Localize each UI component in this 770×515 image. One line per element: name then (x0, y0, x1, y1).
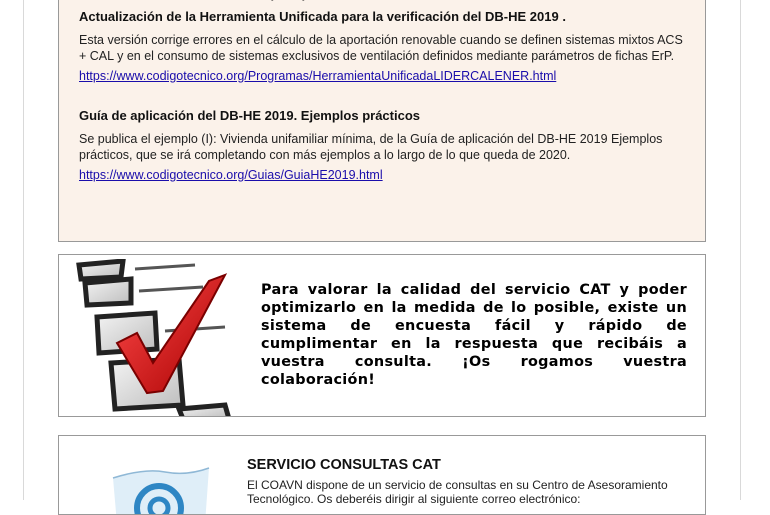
news-item (79, 9, 691, 85)
news-item-link[interactable]: https://www.codigotecnico.org/Programas/HerramientaUnificadaLIDERCALENER.html (79, 69, 557, 83)
email-at-icon (105, 464, 215, 515)
cat-panel (58, 435, 706, 515)
checklist-icon (75, 259, 245, 417)
news-item (79, 108, 691, 184)
news-item-link[interactable]: https://www.codigotecnico.org/Guias/GuiaHE2019.html (79, 168, 383, 182)
news-item-title: Actualización de la Herramienta Unificada para la verificación del DB-HE 2019 . (79, 9, 566, 24)
news-panel (58, 0, 706, 242)
survey-text: Para valorar la calidad del servicio CAT y poder optimizarlo en la medida de lo posible, existe un sistema de encuesta fácil y rápido de cumplimentar en la respuesta que recibáis a vuestra consulta. ¡Os rogamos vuestra colaboración! (261, 282, 687, 388)
news-item-text: Esta versión corrige errores en el cálculo de la aportación renovable cuando se definen sistemas mixtos ACS + CAL y en el consumo de sistemas exclusivos de ventilación definidos mediante parámetros de fichas ErP. (79, 33, 683, 63)
cat-text: El COAVN dispone de un servicio de consultas en su Centro de Asesoramiento Tecnológico. Os deberéis dirigir al siguiente correo electrónico: (247, 478, 668, 506)
survey-panel (58, 254, 706, 417)
cat-title: SERVICIO CONSULTAS CAT (247, 457, 441, 473)
news-item-text: Se publica el ejemplo (I): Vivienda unifamiliar mínima, de la Guía de aplicación del DB-HE 2019 Ejemplos prácticos, que se irá completando con más ejemplos a lo largo de lo que queda de 2020. (79, 132, 663, 162)
news-cut-title (269, 0, 307, 1)
news-item-title: Guía de aplicación del DB-HE 2019. Ejemplos prácticos (79, 108, 421, 123)
